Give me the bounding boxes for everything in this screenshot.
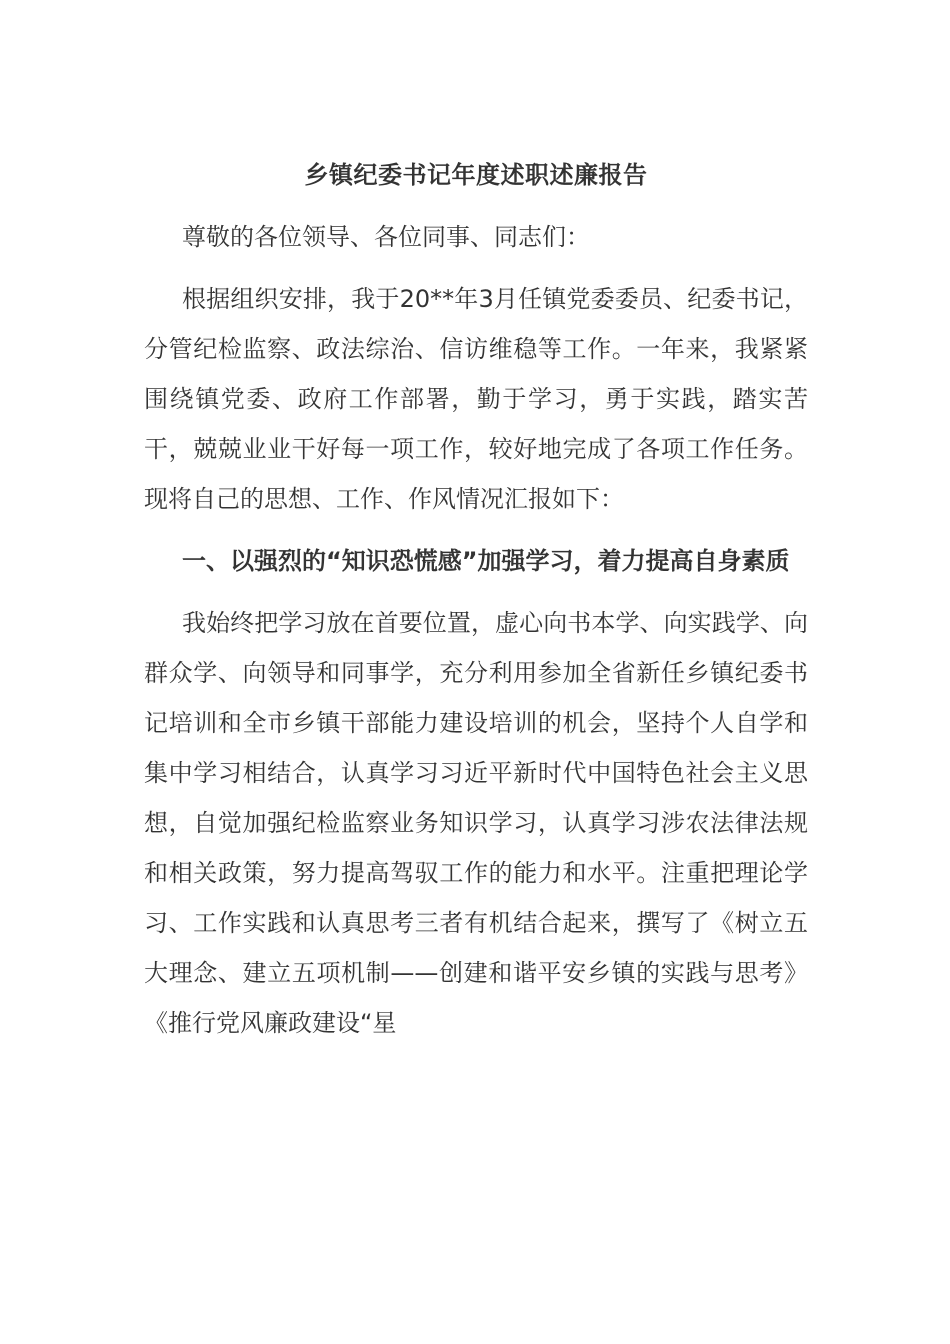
document-title: 乡镇纪委书记年度述职述廉报告 bbox=[304, 161, 648, 189]
section-heading: 一、以强烈的“知识恐慌感”加强学习，着力提高自身素质 bbox=[182, 547, 790, 575]
section-paragraph: 我始终把学习放在首要位置，虚心向书本学、向实践学、向群众学、向领导和同事学，充分利用参加全省新任乡镇纪委书记培训和全市乡镇干部能力建设培训的机会，坚持个人自学和集中学习相结合，认真学习习近平新时代中国特色社会主义思想，自觉加强纪检监察业务知识学习，认真学习涉农法律法规和相关政策，努力提高驾驭工作的能力和水平。注重把理论学习、工作实践和认真思考三者有机结合起来，撰写了《树立五大理念、建立五项机制——创建和谐平安乡镇的实践与思考》《推行党风廉政建设“星 bbox=[144, 609, 808, 1037]
intro-paragraph: 根据组织安排，我于20**年3月任镇党委委员、纪委书记，分管纪检监察、政法综治、信访维稳等工作。一年来，我紧紧围绕镇党委、政府工作部署，勤于学习，勇于实践，踏实苦干，兢兢业业干好每一项工作，较好地完成了各项工作任务。现将自己的思想、工作、作风情况汇报如下： bbox=[144, 285, 808, 513]
greeting-line: 尊敬的各位领导、各位同事、同志们： bbox=[182, 223, 590, 251]
document-body bbox=[144, 150, 808, 1060]
